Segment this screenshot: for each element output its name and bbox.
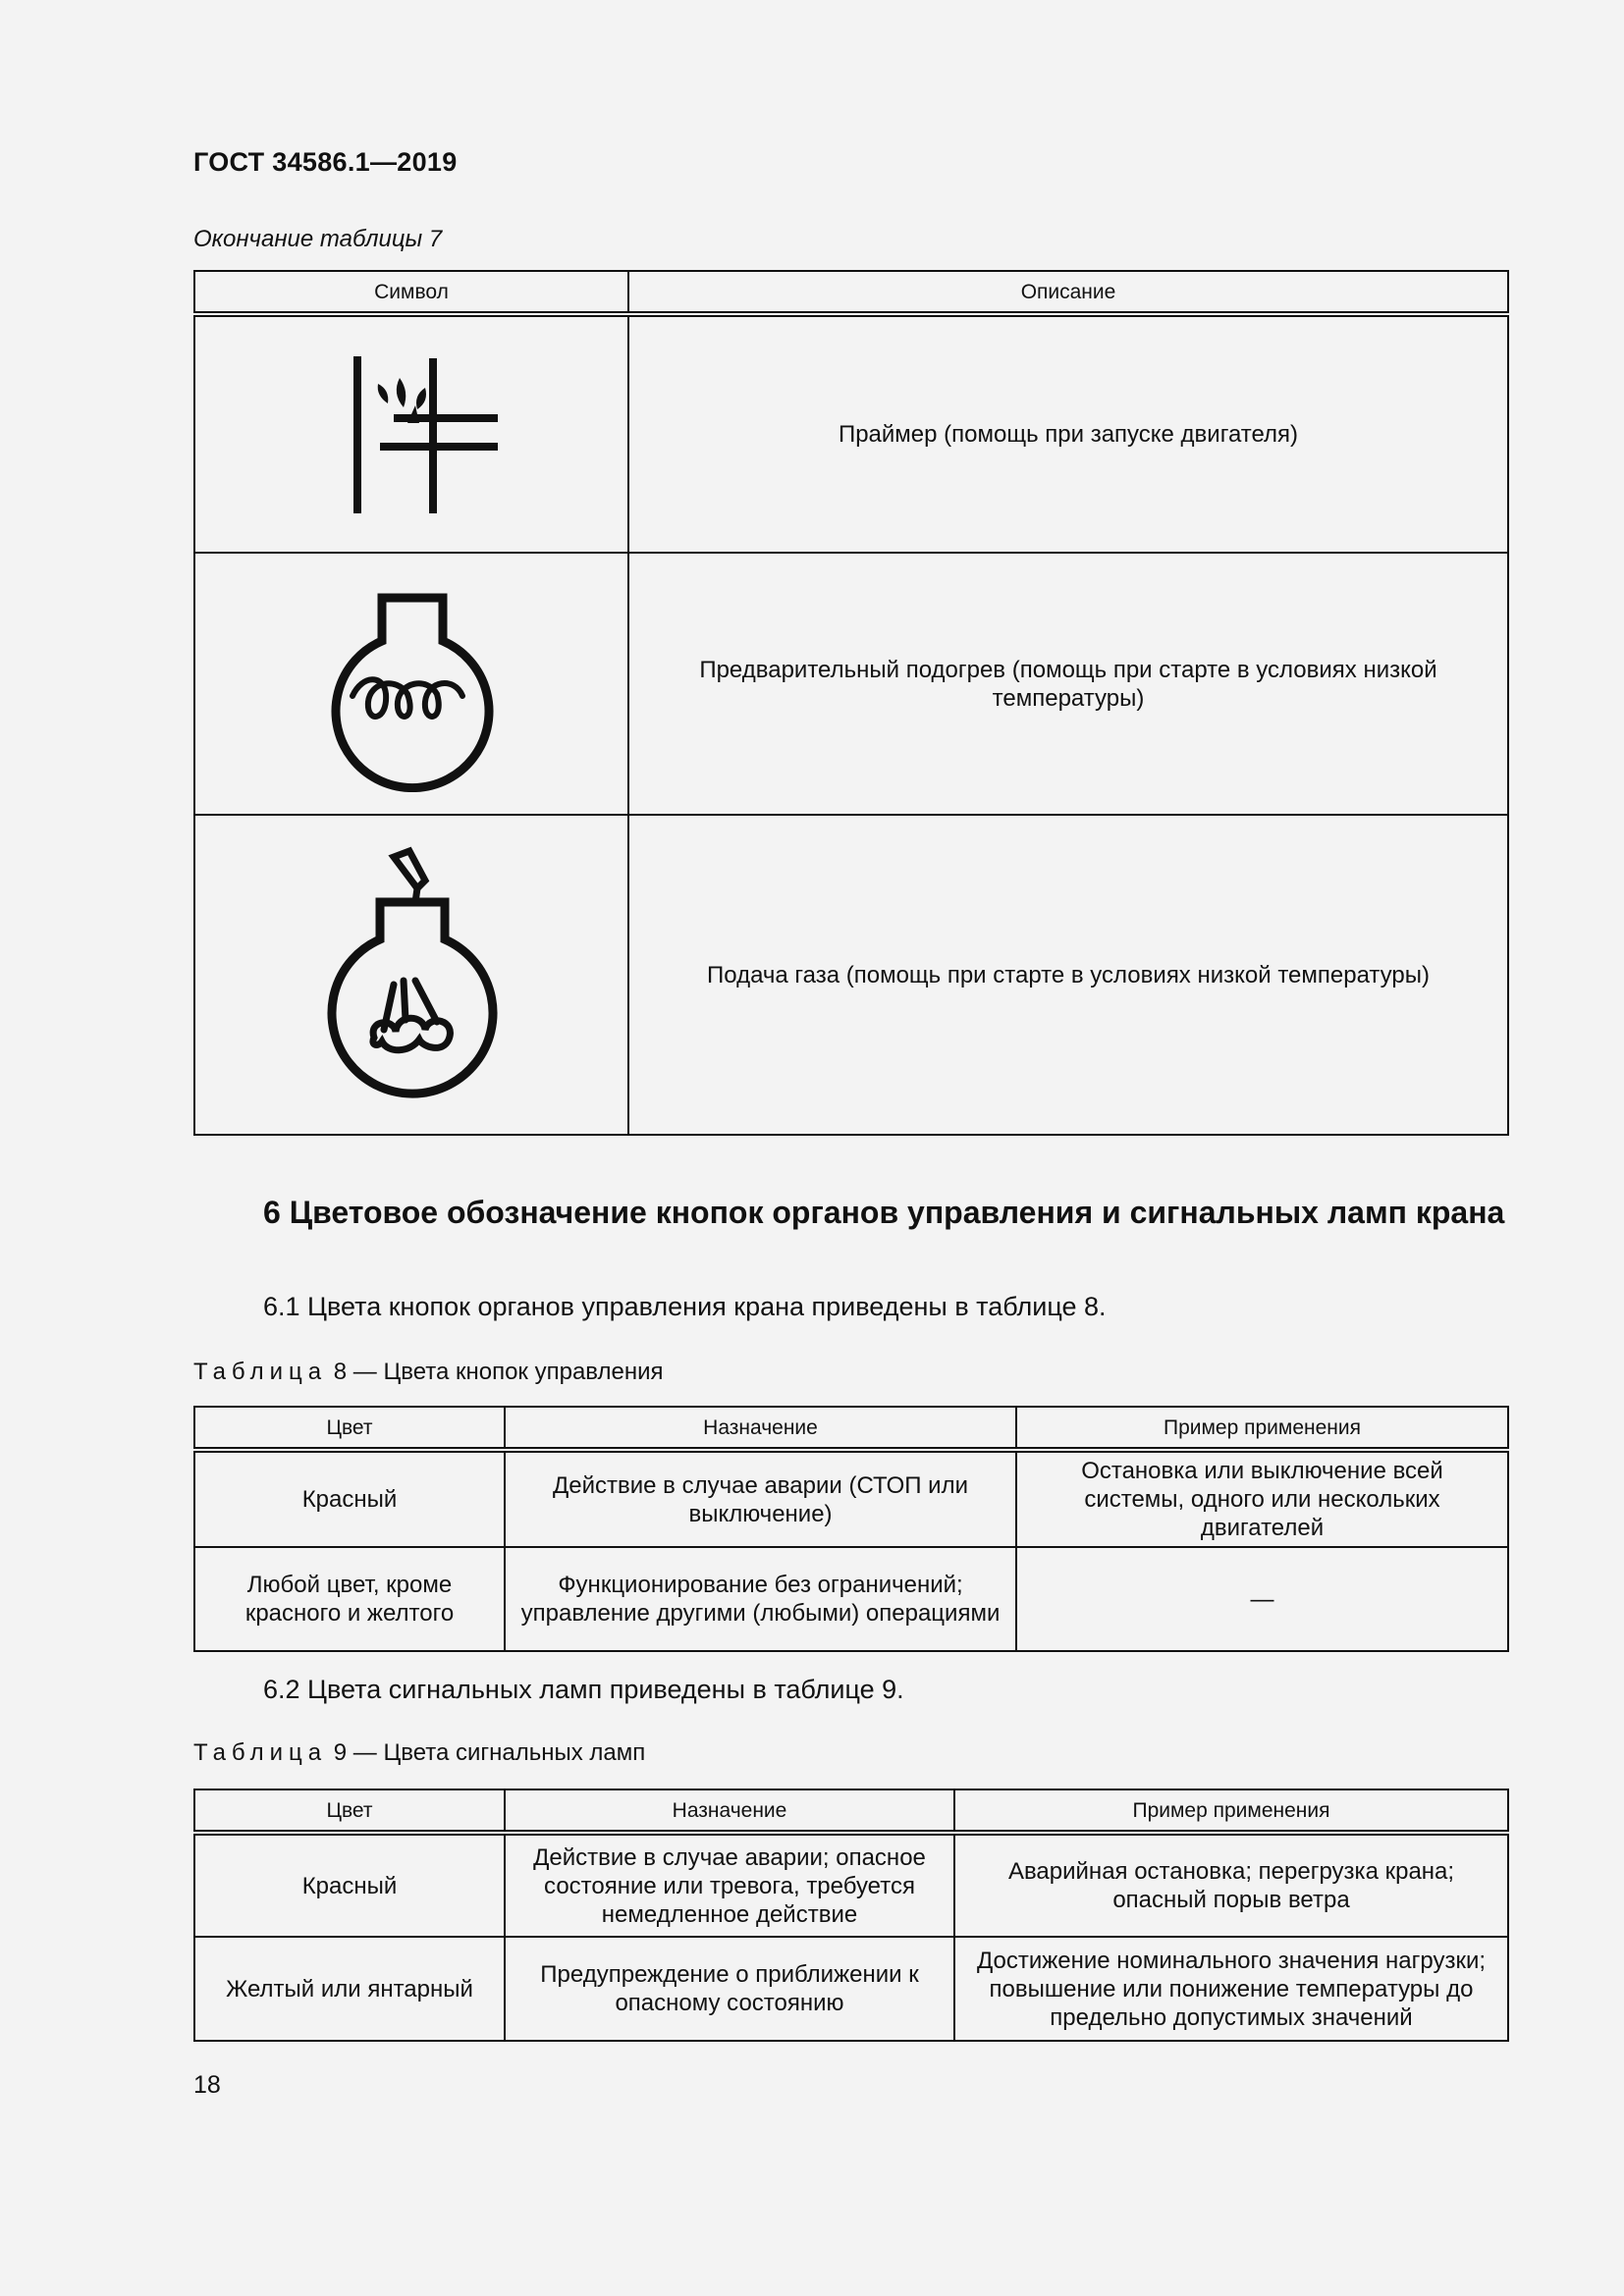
symbol-cell <box>194 314 628 553</box>
paragraph-6-1: 6.1 Цвета кнопок органов управления крана приведены в таблице 8. <box>263 1292 1107 1321</box>
purpose-cell: Предупреждение о приближении к опасному состоянию <box>505 1937 954 2041</box>
column-header-symbol: Символ <box>194 271 628 314</box>
column-header-color: Цвет <box>194 1407 505 1450</box>
signal-lamps-table <box>193 1789 1509 2042</box>
table8-caption <box>193 1359 664 1386</box>
symbol-cell <box>194 815 628 1135</box>
purpose-cell: Действие в случае аварии; опасное состояние или тревога, требуется немедленное действие <box>505 1833 954 1937</box>
table-row <box>194 314 1508 553</box>
purpose-cell: Функционирование без ограничений; управление другими (любыми) операциями <box>505 1547 1016 1651</box>
description-cell: Предварительный подогрев (помощь при старте в условиях низкой температуры) <box>628 553 1508 815</box>
symbols-table <box>193 270 1509 1136</box>
document-header: ГОСТ 34586.1—2019 <box>193 147 458 177</box>
table7-caption: Окончание таблицы 7 <box>193 226 443 252</box>
primer-icon <box>294 337 529 533</box>
table9-caption-label: Таблица <box>193 1739 328 1766</box>
preheat-icon <box>294 576 529 792</box>
description-cell: Праймер (помощь при запуске двигателя) <box>628 314 1508 553</box>
purpose-cell: Действие в случае аварии (СТОП или выключение) <box>505 1450 1016 1547</box>
table-row <box>194 1833 1508 1937</box>
column-header-example: Пример применения <box>1016 1407 1508 1450</box>
color-cell: Красный <box>194 1450 505 1547</box>
example-cell: Остановка или выключение всей системы, одного или нескольких двигателей <box>1016 1450 1508 1547</box>
table-row <box>194 1450 1508 1547</box>
color-cell: Красный <box>194 1833 505 1937</box>
column-header-purpose: Назначение <box>505 1407 1016 1450</box>
example-cell: Аварийная остановка; перегрузка крана; опасный порыв ветра <box>954 1833 1508 1937</box>
example-cell: Достижение номинального значения нагрузки; повышение или понижение температуры до предельно допустимых значений <box>954 1937 1508 2041</box>
table-row <box>194 1547 1508 1651</box>
column-header-color: Цвет <box>194 1789 505 1833</box>
color-cell: Любой цвет, кроме красного и желтого <box>194 1547 505 1651</box>
section-heading: 6 Цветовое обозначение кнопок органов управления и сигнальных ламп крана <box>263 1195 1505 1230</box>
description-cell: Подача газа (помощь при старте в условиях низкой температуры) <box>628 815 1508 1135</box>
button-colors-table <box>193 1406 1509 1652</box>
table8-caption-label: Таблица <box>193 1359 328 1385</box>
table-row <box>194 815 1508 1135</box>
column-header-purpose: Назначение <box>505 1789 954 1833</box>
paragraph-6-2: 6.2 Цвета сигнальных ламп приведены в таблице 9. <box>263 1675 904 1704</box>
column-header-example: Пример применения <box>954 1789 1508 1833</box>
table8-caption-title: 8 — Цвета кнопок управления <box>333 1359 664 1385</box>
gas-supply-icon <box>294 837 529 1112</box>
page-number: 18 <box>193 2071 221 2099</box>
column-header-description: Описание <box>628 271 1508 314</box>
table9-caption-title: 9 — Цвета сигнальных ламп <box>333 1739 646 1766</box>
symbol-cell <box>194 553 628 815</box>
table-row <box>194 1937 1508 2041</box>
example-cell: — <box>1016 1547 1508 1651</box>
table-row <box>194 553 1508 815</box>
table9-caption <box>193 1739 645 1767</box>
color-cell: Желтый или янтарный <box>194 1937 505 2041</box>
